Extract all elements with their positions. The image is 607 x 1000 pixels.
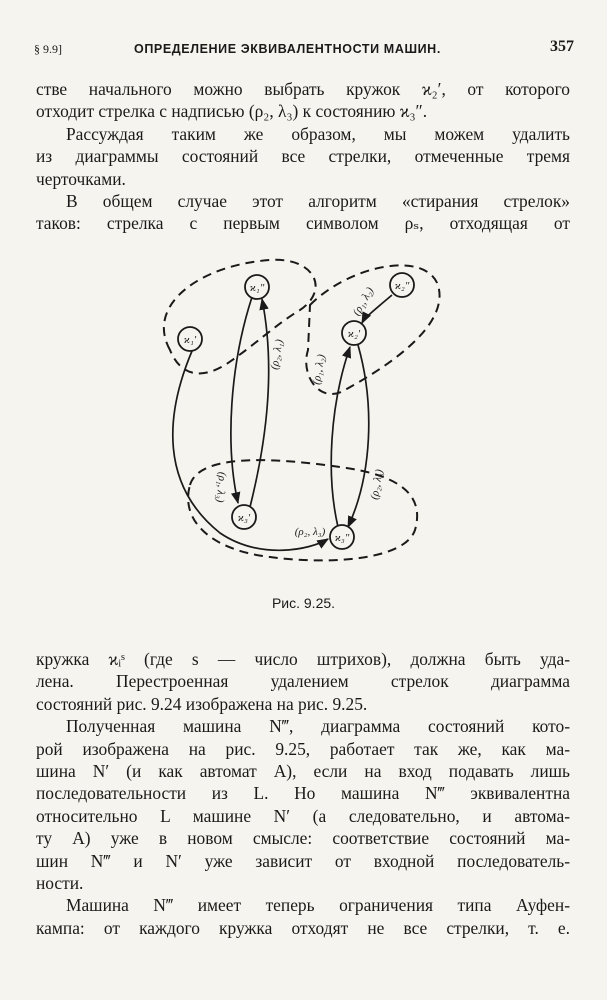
state-diagram-figure	[140, 255, 460, 585]
text-block-top	[36, 78, 570, 235]
page-number: 357	[550, 38, 574, 55]
text-line: шин N‴ и N′ уже зависит от входной последователь-	[36, 850, 570, 871]
chapter-title: ОПРЕДЕЛЕНИЕ ЭКВИВАЛЕНТНОСТИ МАШИН.	[134, 42, 441, 56]
text-line: В общем случае этот алгоритм «стирания стрелок»	[66, 191, 570, 212]
figure-caption: Рис. 9.25.	[271, 595, 336, 611]
node-x2p	[342, 321, 366, 345]
text-line: таков: стрелка с первым символом ρₛ, отходящая от	[36, 213, 570, 234]
node-x3p	[232, 505, 256, 529]
node-x2pp	[390, 273, 414, 297]
text-line: рой изображена на рис. 9.25, работает так же, как ма-	[36, 738, 570, 759]
text-line: отходит стрелка с надписью (ρ₂, λ₃) к состоянию ϰ₃″.	[36, 101, 428, 122]
arrow-label: (ρ₁, λ₂)	[350, 285, 377, 318]
arrow-label: (ρ₂, λ₃)	[294, 526, 326, 538]
text-line: Машина N‴ имеет теперь ограничения типа Ауфен-	[66, 895, 570, 916]
state-diagram	[140, 255, 460, 585]
text-line: последовательности из L. Но машина N‴ эквивалентна	[36, 783, 570, 804]
paragraph	[36, 648, 570, 715]
arrow-label: (ρ₁, λ₂)	[310, 353, 328, 386]
text-line: Рассуждая таким же образом, мы можем удалить	[66, 123, 570, 144]
text-line: ности.	[36, 873, 84, 894]
node-label: ϰ₂″	[394, 280, 410, 292]
paragraph	[36, 78, 570, 123]
text-line: кампа: от каждого кружка отходят не все стрелки, т. е.	[36, 917, 570, 938]
node-label: ϰ₁′	[183, 334, 197, 346]
paragraph	[36, 894, 570, 939]
text-line: из диаграммы состояний все стрелки, отмеченные тремя	[36, 146, 570, 167]
arrow-label: (ρ₂, λ₃)	[368, 468, 386, 501]
node-x1p	[178, 327, 202, 351]
dashed-group-upper-right	[306, 265, 439, 394]
text-line: кружка ϰᵢˢ (где s — число штрихов), должна быть уда-	[36, 649, 570, 669]
paragraph	[36, 715, 570, 894]
text-line: Полученная машина N‴, диаграмма состояний кото-	[66, 716, 570, 737]
arrow-x1pp-x3p	[231, 297, 252, 503]
arrow-label: (ρ₁, λ₃)	[213, 471, 229, 503]
text-line: состояний рис. 9.24 изображена на рис. 9.25.	[36, 693, 368, 714]
text-block-bottom	[36, 648, 570, 939]
arrow-x2p-x3pp	[348, 345, 369, 527]
text-line: ту A) уже в новом смысле: соответствие состояний ма-	[36, 828, 570, 849]
text-line: лена. Перестроенная удалением стрелок диаграмма	[36, 671, 570, 692]
text-line: черточками.	[36, 168, 126, 189]
node-x1pp	[245, 275, 269, 299]
node-label: ϰ₃″	[334, 532, 350, 544]
text-line: шина N′ (и как автомат A), если на вход подавать лишь	[36, 761, 570, 782]
text-line: относительно L машине N′ (а следовательно, и автома-	[36, 805, 570, 826]
section-number: § 9.9]	[34, 42, 62, 56]
arrow-label: (ρ₂, λ₁)	[268, 338, 286, 371]
paragraph	[36, 123, 570, 190]
arrow-x3p-x1pp	[250, 299, 269, 507]
paragraph	[36, 190, 570, 235]
node-label: ϰ₁″	[249, 282, 265, 294]
node-x3pp	[330, 525, 354, 549]
node-label: ϰ₂′	[347, 328, 361, 340]
text-line: стве начального можно выбрать кружок ϰ₂′, от которого	[36, 79, 570, 99]
dashed-group-upper-left	[164, 260, 316, 374]
node-label: ϰ₃′	[237, 512, 251, 524]
arrow-x3pp-x2p	[331, 347, 350, 527]
running-header	[34, 38, 574, 62]
